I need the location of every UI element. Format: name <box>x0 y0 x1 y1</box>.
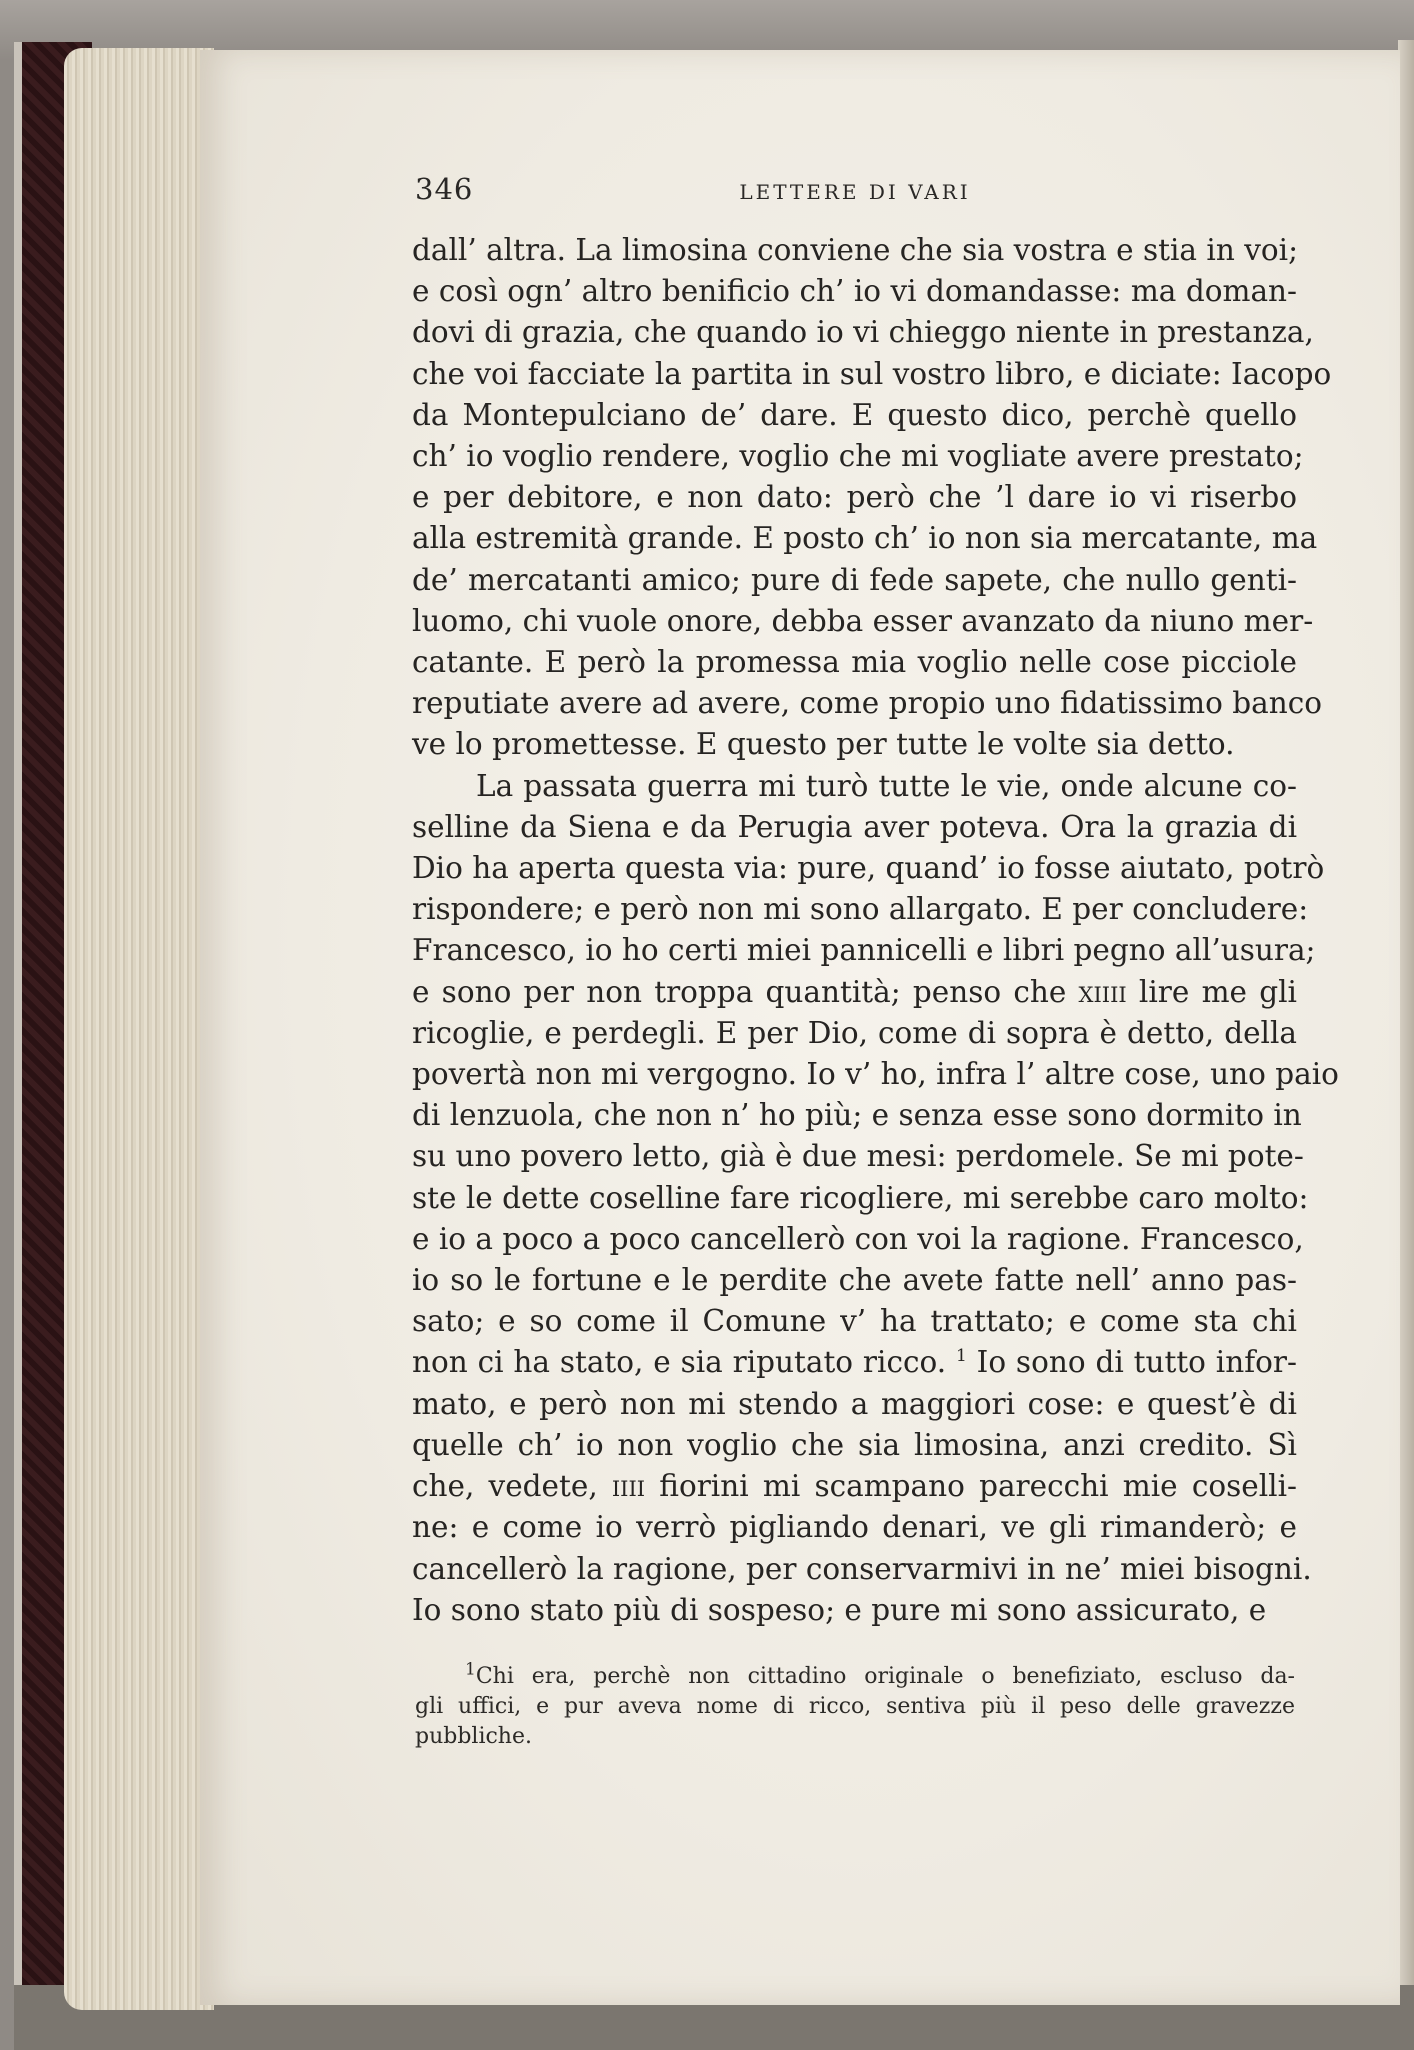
text-line: dall’ altra. La limosina conviene che sia vostra e stia in voi; <box>412 233 1299 267</box>
text-line: dovi di grazia, che quando io vi chieggo niente in prestanza, <box>412 315 1314 350</box>
text-line: ste le dette coselline fare ricogliere, mi serebbe caro molto: <box>412 1180 1309 1215</box>
text-line: Io sono stato più di sospeso; e pure mi sono assicurato, e <box>412 1592 1267 1627</box>
text-segment: Chi era, perchè non cittadino originale o benefiziato, escluso da- <box>475 1664 1295 1689</box>
text-line: La passata guerra mi turò tutte le vie, onde alcune co- <box>476 768 1297 803</box>
roman-numeral: iiii <box>611 1469 646 1504</box>
footnote <box>415 1659 1295 1752</box>
text-line: selline da Siena e da Perugia aver poteva. Ora la grazia di <box>412 809 1297 844</box>
text-line: su uno povero letto, già è due mesi: perdomele. Se mi pote- <box>412 1139 1304 1174</box>
footnote-line: gli uffici, e pur aveva nome di ricco, sentiva più il peso delle gravezze <box>415 1694 1295 1719</box>
text-segment: lire me gli <box>1138 974 1297 1009</box>
text-line: e io a poco a poco cancellerò con voi la ragione. Francesco, <box>412 1221 1304 1256</box>
text-line: ve lo promettesse. E questo per tutte le volte sia detto. <box>412 727 1235 762</box>
text-line: de’ mercatanti amico; pure di fede sapete, che nullo genti- <box>412 562 1297 597</box>
text-line: e per debitore, e non dato: però che ’l dare io vi riserbo <box>412 480 1297 515</box>
text-segment: non ci ha stato, e sia riputato ricco. <box>412 1345 947 1380</box>
footnote-line: pubbliche. <box>415 1724 532 1749</box>
page-stack-edges <box>64 48 214 2010</box>
text-segment: e sono per non troppa quantità; penso che <box>412 974 1067 1009</box>
footnote-marker: 1 <box>955 1346 967 1367</box>
text-segment: fiorini mi scampano parecchi mie coselli- <box>659 1469 1297 1504</box>
text-line: che voi facciate la partita in sul vostro libro, e diciate: Iacopo <box>412 356 1332 391</box>
text-line: ricoglie, e perdegli. E per Dio, come di sopra è detto, della <box>412 1015 1297 1050</box>
footnote-marker: 1 <box>465 1659 476 1680</box>
text-line: cancellerò la ragione, per conservarmivi in ne’ miei bisogni. <box>412 1551 1312 1586</box>
running-head <box>415 172 1295 212</box>
running-title: LETTERE DI VARI <box>739 180 971 204</box>
text-line: di lenzuola, che non n’ ho più; e senza esse sono dormito in <box>412 1098 1302 1133</box>
text-line: da Montepulciano de’ dare. E questo dico, perchè quello <box>412 397 1297 432</box>
text-line: io so le fortune e le perdite che avete fatte nell’ anno pas- <box>412 1263 1297 1298</box>
page-number: 346 <box>415 172 474 206</box>
text-line: ch’ io voglio rendere, voglio che mi vogliate avere prestato; <box>412 439 1304 474</box>
text-line: reputiate avere ad avere, come propio uno fidatissimo banco <box>412 686 1322 721</box>
roman-numeral: xiiii <box>1078 974 1127 1009</box>
text-line: sato; e so come il Comune v’ ha trattato; e come sta chi <box>412 1304 1297 1339</box>
book-edge-right <box>1398 40 1414 2000</box>
text-line: quelle ch’ io non voglio che sia limosina, anzi credito. Sì <box>412 1427 1297 1462</box>
text-line <box>412 1466 1297 1507</box>
text-line: e così ogn’ altro benificio ch’ io vi domandasse: ma doman- <box>412 274 1297 309</box>
text-line: luomo, chi vuole onore, debba esser avanzato da niuno mer- <box>412 603 1314 638</box>
footnote-line <box>415 1659 1295 1692</box>
text-line <box>412 972 1297 1013</box>
text-line: alla estremità grande. E posto ch’ io non sia mercatante, ma <box>412 521 1318 556</box>
text-segment: che, vedete, <box>412 1469 598 1504</box>
text-line: catante. E però la promessa mia voglio nelle cose picciole <box>412 645 1297 680</box>
text-line: povertà non mi vergogno. Io v’ ho, infra l’ altre cose, uno paio <box>412 1057 1339 1092</box>
text-line: rispondere; e però non mi sono allargato. E per concludere: <box>412 892 1309 927</box>
text-segment: Io sono di tutto infor- <box>976 1345 1297 1380</box>
body-text <box>412 230 1339 1631</box>
text-line: mato, e però non mi stendo a maggiori cose: e quest’è di <box>412 1386 1297 1421</box>
text-line: Dio ha aperta questa via: pure, quand’ io fosse aiutato, potrò <box>412 851 1325 886</box>
text-line <box>412 1342 1297 1383</box>
text-line: ne: e come io verrò pigliando denari, ve gli rimanderò; e <box>412 1510 1297 1545</box>
text-line: Francesco, io ho certi miei pannicelli e libri pegno all’usura; <box>412 933 1316 968</box>
